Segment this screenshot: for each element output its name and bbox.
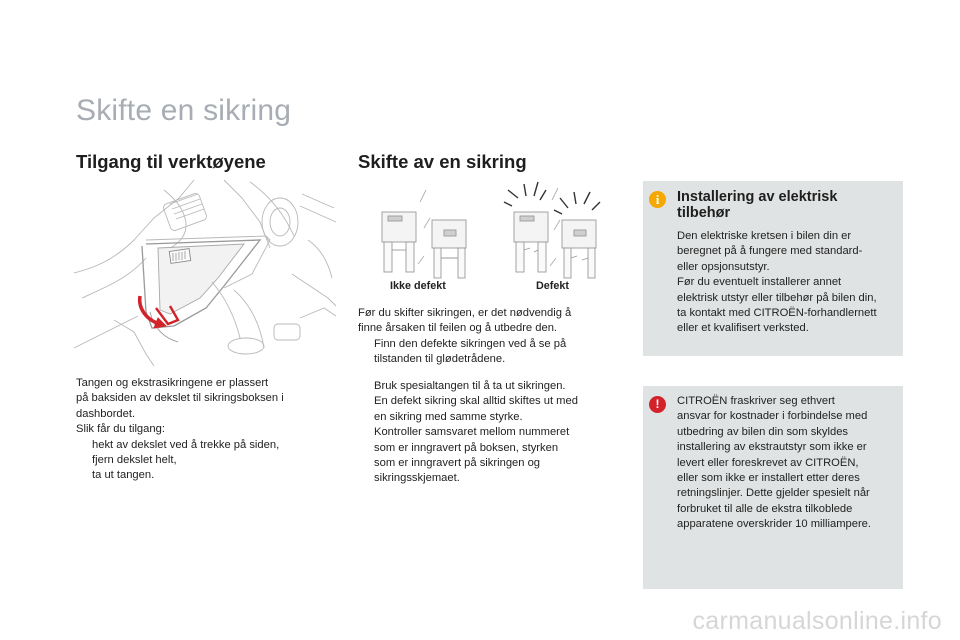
- bullet-icon: [76, 468, 92, 483]
- list-item: [76, 468, 326, 483]
- warning-icon: !: [649, 396, 666, 413]
- list-item-text: fjern dekslet helt,: [92, 454, 177, 467]
- list-item-text: [374, 337, 610, 368]
- bullet-icon: [358, 394, 374, 425]
- text-line: installering av ekstrautstyr som ikke er: [677, 441, 867, 454]
- list-item: [358, 337, 610, 368]
- info-box-title: [677, 189, 887, 221]
- text-line: beregnet på å fungere med standard-: [677, 245, 863, 258]
- bullet-icon: [358, 337, 374, 368]
- text-line: utbedring av bilen din som skyldes: [677, 425, 849, 438]
- text-line: CITROËN fraskriver seg ethvert: [677, 395, 835, 407]
- list-item-text: [374, 425, 610, 487]
- fuse-comparison-illustration: [358, 178, 608, 296]
- list-item-line: en sikring med samme styrke.: [374, 410, 523, 423]
- paragraph-line: finne årsaken til feilen og å utbedre den.: [358, 322, 558, 335]
- text-line: Den elektriske kretsen i bilen din er: [677, 230, 852, 242]
- bullet-icon: [76, 453, 92, 468]
- intro-line: Slik får du tilgang:: [76, 423, 165, 436]
- bullet-icon: [358, 379, 374, 394]
- text-line: forbruket til alle de ekstra tilkoblede: [677, 502, 853, 515]
- text-line: ansvar for kostnader i forbindelse med: [677, 410, 868, 423]
- list-item-line: som er inngravert på sikringen og: [374, 457, 541, 470]
- info-box-text: [677, 229, 897, 337]
- warning-box-text: [677, 394, 897, 533]
- good-fuse-front: [382, 212, 416, 272]
- list-item: [76, 453, 326, 468]
- list-item-line: Finn den defekte sikringen ved å se på: [374, 337, 567, 350]
- info-icon: i: [649, 191, 666, 208]
- text-line: retningslinjer. Dette gjelder spesielt når: [677, 487, 870, 500]
- bullet-icon: [76, 438, 92, 453]
- list-item-line: tilstanden til glødetrådene.: [374, 353, 506, 366]
- list-item-line: Bruk spesialtangen til å ta ut sikringen.: [374, 380, 566, 392]
- page-title: Skifte en sikring: [76, 94, 292, 127]
- bad-fuse-side: [554, 192, 600, 278]
- fuse-intro-text: [358, 306, 610, 368]
- fuse-steps-text: [358, 379, 610, 487]
- list-item-text: [374, 379, 610, 394]
- section-heading-tools: Tilgang til verktøyene: [76, 151, 266, 172]
- title-line: tilbehør: [677, 205, 731, 221]
- dashboard-fusebox-illustration: [74, 178, 338, 366]
- list-item-text: ta ut tangen.: [92, 469, 155, 482]
- list-item-line: som er inngravert på boksen, styrken: [374, 441, 559, 454]
- text-line: levert eller foreskrevet av CITROËN,: [677, 456, 859, 469]
- list-item: [358, 379, 610, 394]
- text-line: elektrisk utstyr eller tilbehør på bilen din,: [677, 291, 877, 304]
- tools-access-text: [76, 376, 326, 484]
- bullet-icon: [358, 425, 374, 487]
- list-item-text: [374, 394, 610, 425]
- list-item-line: Kontroller samsvaret mellom nummeret: [374, 426, 570, 439]
- intro-line: dashbordet.: [76, 407, 136, 420]
- intro-line: Tangen og ekstrasikringene er plassert: [76, 377, 269, 389]
- section-heading-replace-fuse: Skifte av en sikring: [358, 151, 527, 172]
- list-item-line: En defekt sikring skal alltid skiftes ut med: [374, 395, 578, 408]
- list-item: [76, 438, 326, 453]
- text-line: apparatene overskrider 10 milliampere.: [677, 518, 872, 531]
- text-line: Før du eventuelt installerer annet: [677, 276, 842, 289]
- paragraph-line: Før du skifter sikringen, er det nødvendig å: [358, 307, 572, 319]
- text-line: eller opsjonsutstyr.: [677, 260, 770, 273]
- good-fuse-side: [432, 220, 466, 278]
- list-item-line: sikringsskjemaet.: [374, 472, 460, 485]
- text-line: eller som ikke er installert etter deres: [677, 472, 860, 485]
- list-item: [358, 394, 610, 425]
- text-line: eller et kvalifisert verksted.: [677, 322, 809, 335]
- watermark: carmanualsonline.info: [692, 607, 942, 635]
- bad-fuse-front: [504, 182, 548, 272]
- text-line: ta kontakt med CITROËN-forhandlernett: [677, 307, 877, 320]
- list-item-text: hekt av dekslet ved å trekke på siden,: [92, 438, 280, 451]
- fuse-label-not-defective: Ikke defekt: [390, 280, 446, 292]
- intro-line: på baksiden av dekslet til sikringsboksen i: [76, 392, 284, 405]
- title-line: Installering av elektrisk: [677, 189, 838, 205]
- list-item: [358, 425, 610, 487]
- fuse-label-defective: Defekt: [536, 280, 570, 292]
